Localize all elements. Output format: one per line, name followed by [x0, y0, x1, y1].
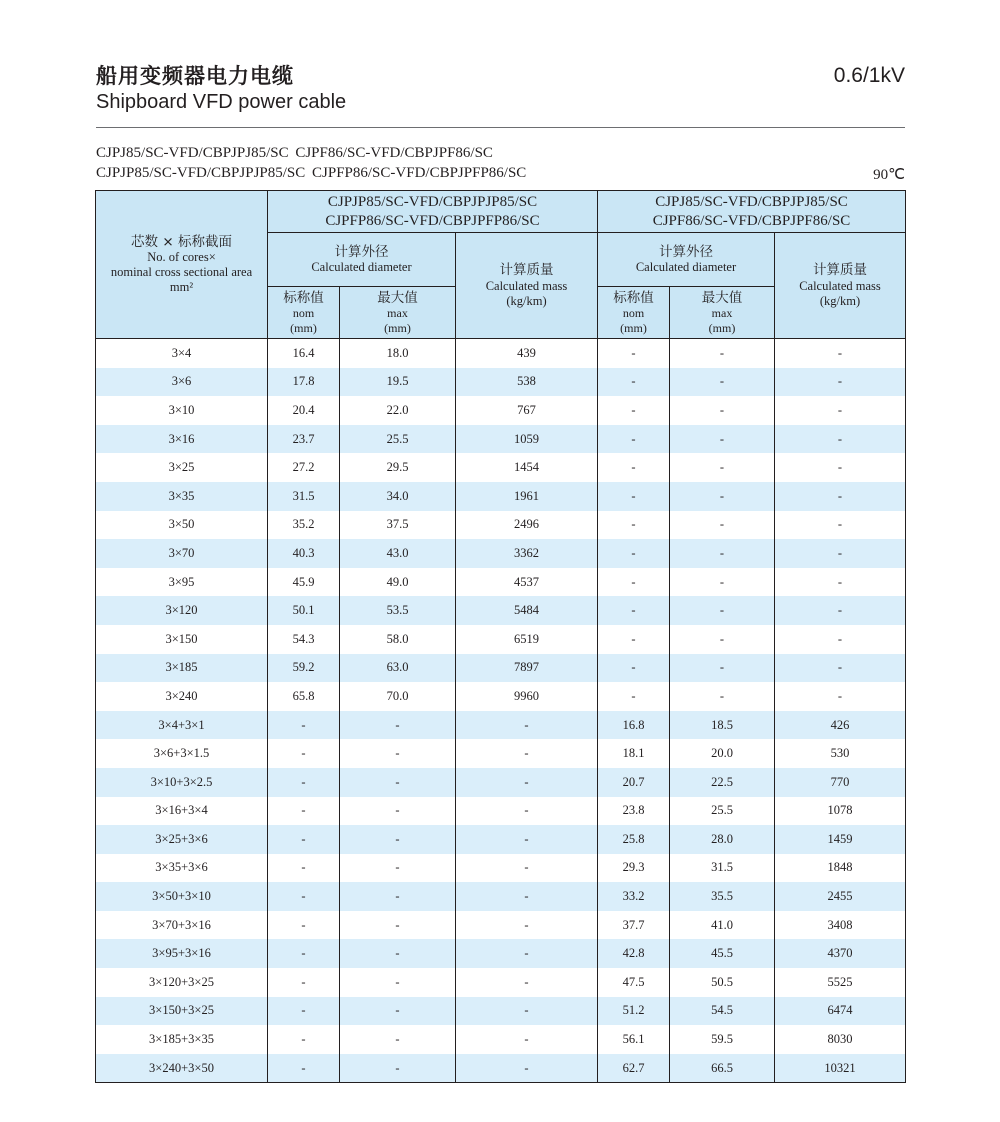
cell-shielded-mass: 1454: [456, 453, 598, 482]
cell-unshielded-mass: -: [775, 368, 906, 397]
nom-en: nom: [292, 306, 315, 321]
cell-cores-size: 3×35: [96, 482, 268, 511]
cell-shielded-nom-diameter: -: [268, 854, 340, 883]
cell-shielded-mass: 439: [456, 339, 598, 368]
cell-unshielded-mass: 5525: [775, 968, 906, 997]
header-mass-2: [775, 233, 906, 339]
table-row: [96, 539, 906, 568]
cell-unshielded-nom-diameter: 33.2: [598, 882, 670, 911]
cell-shielded-mass: -: [456, 997, 598, 1026]
cell-unshielded-mass: 1078: [775, 797, 906, 826]
header-cores-en-2: nominal cross sectional area: [110, 265, 253, 280]
cell-shielded-nom-diameter: -: [268, 939, 340, 968]
table-row: [96, 997, 906, 1026]
cell-unshielded-nom-diameter: 29.3: [598, 854, 670, 883]
cell-unshielded-max-diameter: -: [670, 568, 775, 597]
cell-unshielded-max-diameter: 20.0: [670, 739, 775, 768]
cell-shielded-mass: 767: [456, 396, 598, 425]
cell-shielded-mass: -: [456, 768, 598, 797]
table-row: [96, 368, 906, 397]
cell-unshielded-mass: 1459: [775, 825, 906, 854]
cell-unshielded-max-diameter: 41.0: [670, 911, 775, 940]
cell-shielded-nom-diameter: -: [268, 1054, 340, 1083]
table-row: [96, 1025, 906, 1054]
page-title-en: Shipboard VFD power cable: [96, 91, 347, 113]
cell-unshielded-mass: -: [775, 625, 906, 654]
cell-unshielded-mass: 770: [775, 768, 906, 797]
table-row: [96, 711, 906, 740]
cell-unshielded-max-diameter: -: [670, 539, 775, 568]
cell-unshielded-max-diameter: 35.5: [670, 882, 775, 911]
cell-shielded-max-diameter: 25.5: [340, 425, 456, 454]
cell-cores-size: 3×10: [96, 396, 268, 425]
table-row: [96, 396, 906, 425]
mass-en: Calculated mass: [485, 278, 568, 293]
cell-shielded-max-diameter: -: [340, 968, 456, 997]
cell-unshielded-mass: 3408: [775, 911, 906, 940]
cell-unshielded-nom-diameter: 37.7: [598, 911, 670, 940]
header-mass-1: [456, 233, 598, 339]
cell-shielded-mass: -: [456, 911, 598, 940]
cell-cores-size: 3×70+3×16: [96, 911, 268, 940]
header-divider: [96, 127, 905, 128]
cell-shielded-nom-diameter: 17.8: [268, 368, 340, 397]
mass-unit: (kg/km): [506, 293, 547, 308]
cell-unshielded-mass: -: [775, 482, 906, 511]
table-row: [96, 854, 906, 883]
cell-shielded-max-diameter: 29.5: [340, 453, 456, 482]
cell-cores-size: 3×120+3×25: [96, 968, 268, 997]
cell-unshielded-max-diameter: 31.5: [670, 854, 775, 883]
cell-unshielded-mass: -: [775, 453, 906, 482]
cell-cores-size: 3×185: [96, 654, 268, 683]
cell-cores-size: 3×50+3×10: [96, 882, 268, 911]
cell-shielded-max-diameter: 37.5: [340, 511, 456, 540]
cell-shielded-nom-diameter: 31.5: [268, 482, 340, 511]
spec-table-body: [96, 339, 906, 1083]
diameter-en: Calculated diameter: [311, 260, 412, 275]
spec-table: [95, 190, 906, 1083]
cell-unshielded-mass: 426: [775, 711, 906, 740]
mass-cn: 计算质量: [499, 262, 554, 279]
cell-shielded-max-diameter: -: [340, 1054, 456, 1083]
table-row: [96, 797, 906, 826]
cell-shielded-max-diameter: -: [340, 768, 456, 797]
cell-shielded-max-diameter: -: [340, 825, 456, 854]
cell-unshielded-max-diameter: 45.5: [670, 939, 775, 968]
header-max-2: [670, 287, 775, 339]
cell-unshielded-max-diameter: 28.0: [670, 825, 775, 854]
cell-shielded-max-diameter: 70.0: [340, 682, 456, 711]
header-nom-2: [598, 287, 670, 339]
cell-cores-size: 3×150+3×25: [96, 997, 268, 1026]
cell-unshielded-nom-diameter: 20.7: [598, 768, 670, 797]
table-row: [96, 482, 906, 511]
mass-unit: (kg/km): [819, 293, 861, 308]
cell-cores-size: 3×6+3×1.5: [96, 739, 268, 768]
table-row: [96, 511, 906, 540]
cell-shielded-mass: 2496: [456, 511, 598, 540]
cell-shielded-mass: 1961: [456, 482, 598, 511]
max-cn: 最大值: [377, 290, 418, 307]
cell-shielded-max-diameter: -: [340, 854, 456, 883]
cell-shielded-nom-diameter: 16.4: [268, 339, 340, 368]
cell-unshielded-max-diameter: -: [670, 368, 775, 397]
diameter-cn: 计算外径: [659, 243, 713, 260]
cell-cores-size: 3×6: [96, 368, 268, 397]
cell-shielded-nom-diameter: -: [268, 1025, 340, 1054]
cell-unshielded-mass: -: [775, 511, 906, 540]
model-list-line-1: CJPJ85/SC-VFD/CBPJPJ85/SC CJPF86/SC-VFD/CBPJPF86/SC: [96, 145, 493, 161]
group1-model-line-1: CJPJP85/SC-VFD/CBPJPJP85/SC: [327, 193, 538, 210]
max-en: max: [711, 306, 733, 321]
cell-unshielded-nom-diameter: 23.8: [598, 797, 670, 826]
cell-cores-size: 3×120: [96, 596, 268, 625]
cell-shielded-mass: -: [456, 1025, 598, 1054]
spec-table-header: [96, 191, 906, 339]
mass-cn: 计算质量: [813, 262, 867, 279]
cell-shielded-max-diameter: -: [340, 997, 456, 1026]
cell-unshielded-mass: 1848: [775, 854, 906, 883]
max-unit: (mm): [708, 320, 736, 335]
table-row: [96, 453, 906, 482]
cell-unshielded-mass: 2455: [775, 882, 906, 911]
max-unit: (mm): [384, 320, 411, 335]
cell-shielded-mass: -: [456, 739, 598, 768]
cell-unshielded-max-diameter: 59.5: [670, 1025, 775, 1054]
cell-shielded-max-diameter: 58.0: [340, 625, 456, 654]
table-row: [96, 825, 906, 854]
diameter-cn: 计算外径: [334, 243, 389, 260]
cell-unshielded-max-diameter: -: [670, 654, 775, 683]
cell-unshielded-nom-diameter: -: [598, 682, 670, 711]
cell-shielded-max-diameter: 63.0: [340, 654, 456, 683]
table-row: [96, 339, 906, 368]
cell-shielded-nom-diameter: -: [268, 711, 340, 740]
cell-cores-size: 3×50: [96, 511, 268, 540]
cell-shielded-nom-diameter: -: [268, 739, 340, 768]
header-group-unshielded: [598, 191, 906, 233]
header-nom-1: [268, 287, 340, 339]
cell-unshielded-max-diameter: -: [670, 396, 775, 425]
nom-cn: 标称值: [613, 290, 654, 307]
cell-unshielded-nom-diameter: 42.8: [598, 939, 670, 968]
cell-shielded-mass: -: [456, 882, 598, 911]
group1-model-line-2: CJPFP86/SC-VFD/CBPJPFP86/SC: [325, 212, 540, 229]
nom-unit: (mm): [620, 320, 647, 335]
cell-cores-size: 3×240: [96, 682, 268, 711]
cell-cores-size: 3×240+3×50: [96, 1054, 268, 1083]
table-row: [96, 968, 906, 997]
cell-unshielded-mass: 530: [775, 739, 906, 768]
cell-unshielded-nom-diameter: 51.2: [598, 997, 670, 1026]
cell-unshielded-max-diameter: 66.5: [670, 1054, 775, 1083]
cell-shielded-nom-diameter: -: [268, 768, 340, 797]
cell-shielded-max-diameter: -: [340, 797, 456, 826]
cell-cores-size: 3×95+3×16: [96, 939, 268, 968]
diameter-en: Calculated diameter: [635, 260, 737, 275]
table-row: [96, 596, 906, 625]
cell-unshielded-max-diameter: -: [670, 339, 775, 368]
table-row: [96, 768, 906, 797]
cell-shielded-nom-diameter: -: [268, 797, 340, 826]
cell-shielded-max-diameter: 18.0: [340, 339, 456, 368]
cell-unshielded-max-diameter: 54.5: [670, 997, 775, 1026]
cell-shielded-max-diameter: 53.5: [340, 596, 456, 625]
cell-cores-size: 3×10+3×2.5: [96, 768, 268, 797]
cell-unshielded-nom-diameter: 18.1: [598, 739, 670, 768]
table-row: [96, 682, 906, 711]
cell-unshielded-nom-diameter: -: [598, 425, 670, 454]
nom-unit: (mm): [290, 320, 317, 335]
cell-shielded-max-diameter: 34.0: [340, 482, 456, 511]
table-row: [96, 568, 906, 597]
nom-en: nom: [622, 306, 645, 321]
cell-shielded-max-diameter: -: [340, 739, 456, 768]
cell-shielded-nom-diameter: 54.3: [268, 625, 340, 654]
cell-shielded-max-diameter: -: [340, 711, 456, 740]
group2-model-line-1: CJPJ85/SC-VFD/CBPJPJ85/SC: [655, 193, 848, 210]
header-cores-section: [96, 191, 268, 339]
cell-shielded-mass: 9960: [456, 682, 598, 711]
cell-unshielded-mass: 8030: [775, 1025, 906, 1054]
cell-shielded-mass: -: [456, 711, 598, 740]
cell-unshielded-mass: -: [775, 654, 906, 683]
cell-unshielded-nom-diameter: -: [598, 568, 670, 597]
cell-unshielded-max-diameter: -: [670, 482, 775, 511]
max-cn: 最大值: [701, 290, 743, 307]
header-diameter-2: [598, 233, 775, 287]
cell-unshielded-nom-diameter: -: [598, 539, 670, 568]
cell-shielded-nom-diameter: -: [268, 825, 340, 854]
cell-shielded-nom-diameter: 65.8: [268, 682, 340, 711]
page-title-cn: 船用变频器电力电缆: [96, 64, 294, 88]
cell-shielded-mass: -: [456, 1054, 598, 1083]
cell-unshielded-mass: 4370: [775, 939, 906, 968]
cell-unshielded-mass: -: [775, 339, 906, 368]
cell-shielded-nom-diameter: -: [268, 882, 340, 911]
table-row: [96, 939, 906, 968]
cell-unshielded-nom-diameter: 25.8: [598, 825, 670, 854]
cell-unshielded-nom-diameter: -: [598, 511, 670, 540]
cell-shielded-nom-diameter: 59.2: [268, 654, 340, 683]
cell-shielded-nom-diameter: 20.4: [268, 396, 340, 425]
cell-shielded-max-diameter: 22.0: [340, 396, 456, 425]
cell-unshielded-mass: -: [775, 539, 906, 568]
cell-unshielded-max-diameter: -: [670, 453, 775, 482]
temperature-rating: 90℃: [873, 167, 905, 183]
cell-shielded-max-diameter: -: [340, 911, 456, 940]
table-row: [96, 911, 906, 940]
cell-unshielded-nom-diameter: 62.7: [598, 1054, 670, 1083]
cell-shielded-nom-diameter: 35.2: [268, 511, 340, 540]
cell-shielded-mass: -: [456, 854, 598, 883]
cell-cores-size: 3×4: [96, 339, 268, 368]
cell-cores-size: 3×95: [96, 568, 268, 597]
header-cores-unit: mm²: [169, 280, 194, 295]
cell-shielded-nom-diameter: 40.3: [268, 539, 340, 568]
cell-unshielded-mass: -: [775, 568, 906, 597]
cell-shielded-mass: 7897: [456, 654, 598, 683]
cell-cores-size: 3×25+3×6: [96, 825, 268, 854]
cell-unshielded-mass: -: [775, 425, 906, 454]
table-row: [96, 654, 906, 683]
cell-unshielded-max-diameter: -: [670, 596, 775, 625]
cell-cores-size: 3×25: [96, 453, 268, 482]
cell-cores-size: 3×16: [96, 425, 268, 454]
cell-cores-size: 3×150: [96, 625, 268, 654]
cell-unshielded-nom-diameter: 16.8: [598, 711, 670, 740]
cell-unshielded-nom-diameter: 47.5: [598, 968, 670, 997]
cell-shielded-mass: 3362: [456, 539, 598, 568]
cell-unshielded-mass: -: [775, 596, 906, 625]
cell-unshielded-max-diameter: 50.5: [670, 968, 775, 997]
header-group-shielded: [268, 191, 598, 233]
cell-unshielded-nom-diameter: -: [598, 453, 670, 482]
cell-unshielded-mass: 6474: [775, 997, 906, 1026]
table-row: [96, 1054, 906, 1083]
table-row: [96, 882, 906, 911]
cell-unshielded-nom-diameter: -: [598, 396, 670, 425]
cell-shielded-max-diameter: 43.0: [340, 539, 456, 568]
cell-shielded-mass: 5484: [456, 596, 598, 625]
cell-shielded-mass: -: [456, 968, 598, 997]
table-row: [96, 625, 906, 654]
model-list-line-2: CJPJP85/SC-VFD/CBPJPJP85/SC CJPFP86/SC-VFD/CBPJPFP86/SC: [96, 165, 527, 181]
cell-shielded-nom-diameter: 23.7: [268, 425, 340, 454]
cell-unshielded-mass: -: [775, 682, 906, 711]
cell-shielded-mass: -: [456, 939, 598, 968]
cell-shielded-mass: -: [456, 825, 598, 854]
header-cores-en-1: No. of cores×: [147, 250, 216, 265]
header-diameter-1: [268, 233, 456, 287]
group2-model-line-2: CJPF86/SC-VFD/CBPJPF86/SC: [652, 212, 851, 229]
cell-unshielded-nom-diameter: -: [598, 654, 670, 683]
cell-shielded-mass: 538: [456, 368, 598, 397]
cell-shielded-mass: -: [456, 797, 598, 826]
cell-unshielded-max-diameter: 25.5: [670, 797, 775, 826]
cell-shielded-mass: 1059: [456, 425, 598, 454]
cell-shielded-max-diameter: 19.5: [340, 368, 456, 397]
cell-shielded-max-diameter: -: [340, 882, 456, 911]
cell-cores-size: 3×35+3×6: [96, 854, 268, 883]
header-cores-cn: 芯数 × 标称截面: [131, 233, 232, 250]
cell-cores-size: 3×16+3×4: [96, 797, 268, 826]
cell-shielded-max-diameter: -: [340, 1025, 456, 1054]
cell-shielded-nom-diameter: -: [268, 911, 340, 940]
cell-shielded-mass: 6519: [456, 625, 598, 654]
mass-en: Calculated mass: [799, 278, 881, 293]
cell-cores-size: 3×4+3×1: [96, 711, 268, 740]
voltage-rating: 0.6/1kV: [833, 64, 905, 87]
cell-shielded-nom-diameter: -: [268, 997, 340, 1026]
cell-shielded-mass: 4537: [456, 568, 598, 597]
cell-unshielded-nom-diameter: -: [598, 368, 670, 397]
cell-unshielded-max-diameter: -: [670, 625, 775, 654]
cell-unshielded-max-diameter: 22.5: [670, 768, 775, 797]
cell-cores-size: 3×185+3×35: [96, 1025, 268, 1054]
cell-unshielded-max-diameter: -: [670, 511, 775, 540]
header-max-1: [340, 287, 456, 339]
cell-unshielded-max-diameter: 18.5: [670, 711, 775, 740]
cell-shielded-max-diameter: -: [340, 939, 456, 968]
cell-shielded-nom-diameter: 45.9: [268, 568, 340, 597]
cell-shielded-nom-diameter: 27.2: [268, 453, 340, 482]
cell-unshielded-nom-diameter: 56.1: [598, 1025, 670, 1054]
nom-cn: 标称值: [283, 290, 324, 307]
cell-shielded-nom-diameter: -: [268, 968, 340, 997]
cell-unshielded-mass: -: [775, 396, 906, 425]
max-en: max: [387, 306, 408, 321]
cell-unshielded-nom-diameter: -: [598, 482, 670, 511]
cell-unshielded-nom-diameter: -: [598, 596, 670, 625]
cell-shielded-max-diameter: 49.0: [340, 568, 456, 597]
table-row: [96, 425, 906, 454]
cell-unshielded-nom-diameter: -: [598, 339, 670, 368]
table-row: [96, 739, 906, 768]
cell-unshielded-mass: 10321: [775, 1054, 906, 1083]
cell-unshielded-nom-diameter: -: [598, 625, 670, 654]
cell-unshielded-max-diameter: -: [670, 682, 775, 711]
cell-cores-size: 3×70: [96, 539, 268, 568]
cell-shielded-nom-diameter: 50.1: [268, 596, 340, 625]
cell-unshielded-max-diameter: -: [670, 425, 775, 454]
